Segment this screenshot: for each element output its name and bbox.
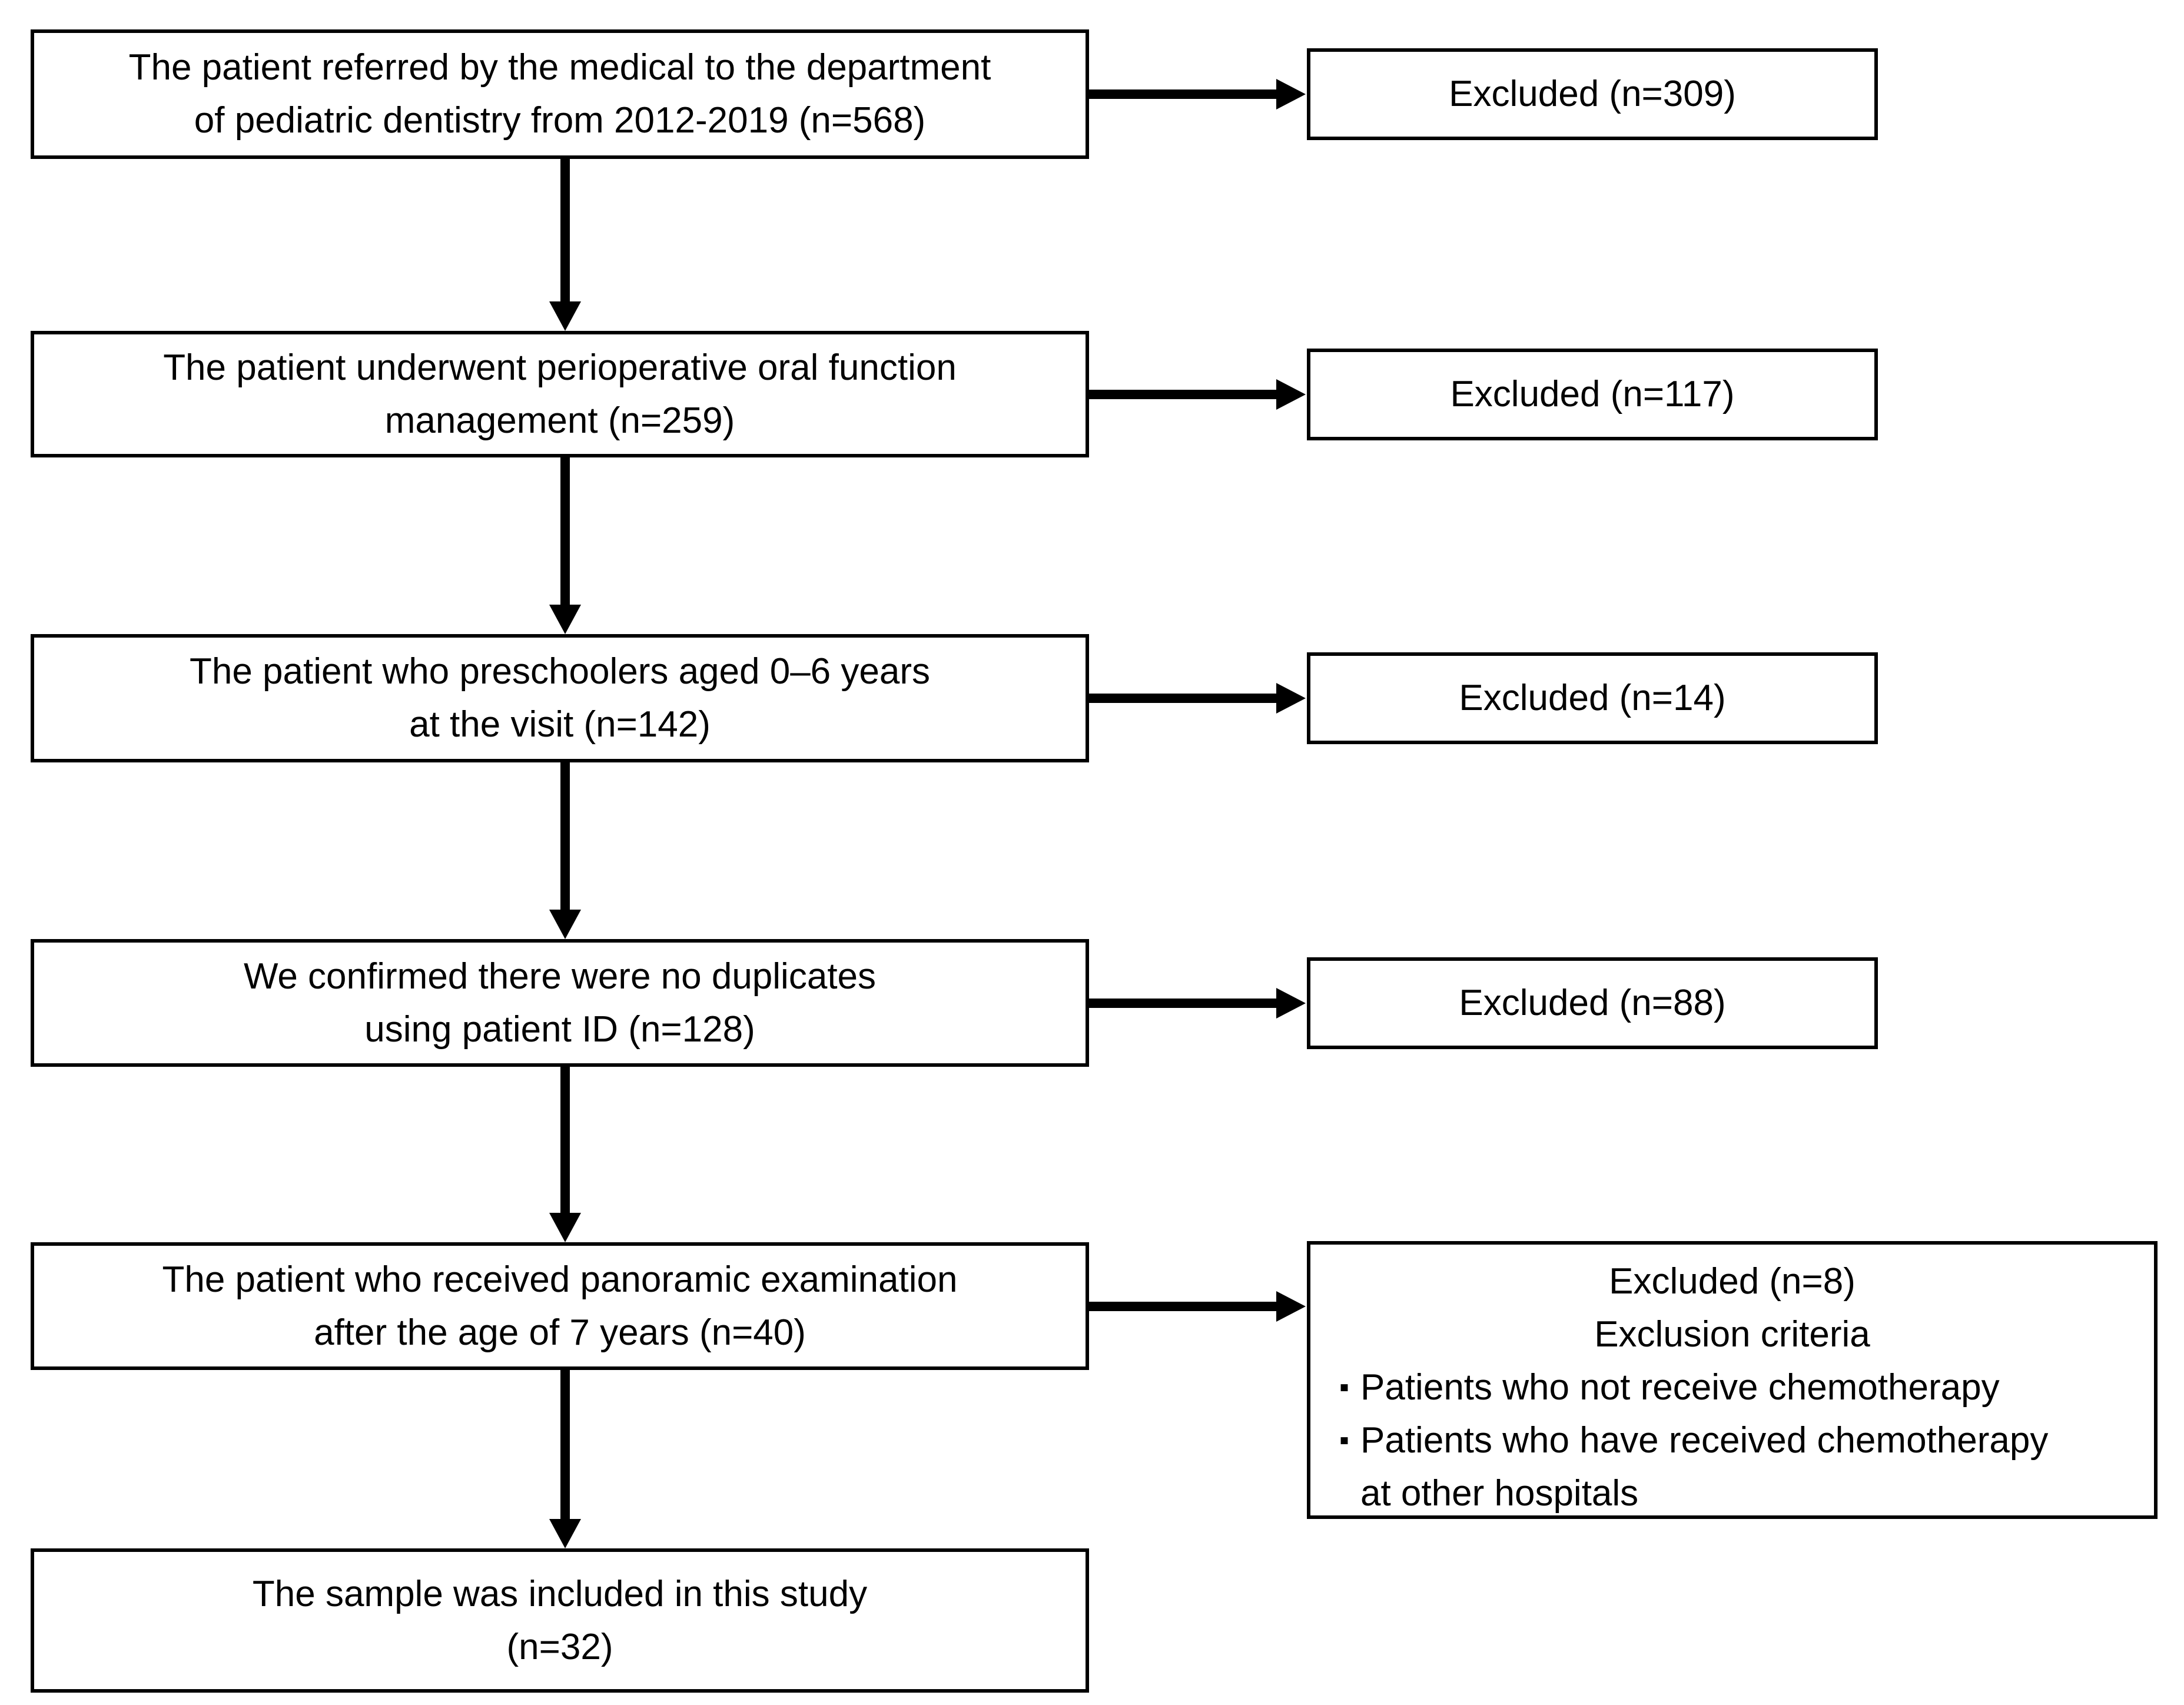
down-arrow-1 — [549, 159, 581, 331]
arrow-head-right-icon — [1276, 683, 1306, 714]
bullet-icon: ▪ — [1339, 1425, 1349, 1456]
arrow-head-right-icon — [1276, 79, 1306, 110]
box-text-line: The patient underwent perioperative oral function — [163, 347, 957, 388]
arrow-stem — [560, 1067, 570, 1213]
excluded-box-1 — [1307, 48, 1878, 140]
right-arrow-4 — [1089, 988, 1306, 1019]
excluded-box-4 — [1307, 957, 1878, 1049]
flow-box-referred — [31, 29, 1089, 159]
bullet-text: Patients who not receive chemotherapy — [1360, 1367, 2000, 1408]
flow-box-panoramic — [31, 1242, 1089, 1370]
arrow-head-down-icon — [549, 1519, 581, 1548]
bullet-text — [1360, 1414, 2136, 1520]
bullet-icon: ▪ — [1339, 1372, 1349, 1403]
excluded-label: Excluded (n=14) — [1459, 678, 1726, 718]
arrow-stem — [560, 457, 570, 605]
box-text-line: The patient referred by the medical to the department — [128, 47, 991, 88]
excluded-box-2 — [1307, 349, 1878, 440]
excluded-label: Excluded (n=88) — [1459, 983, 1726, 1023]
down-arrow-4 — [549, 1067, 581, 1242]
arrow-stem — [1089, 89, 1277, 99]
arrow-head-down-icon — [549, 605, 581, 634]
arrow-stem — [1089, 390, 1277, 399]
exclusion-bullet-2 — [1328, 1414, 2136, 1520]
arrow-head-right-icon — [1276, 1291, 1306, 1322]
excluded-label: Excluded (n=117) — [1450, 374, 1735, 414]
arrow-head-down-icon — [549, 301, 581, 331]
arrow-stem — [1089, 1302, 1277, 1311]
down-arrow-5 — [549, 1370, 581, 1548]
bullet-text-line: at other hospitals — [1360, 1473, 1639, 1514]
arrow-stem — [560, 1370, 570, 1519]
bullet-text-line: Patients who have received chemotherapy — [1360, 1420, 2049, 1461]
arrow-stem — [560, 762, 570, 910]
down-arrow-2 — [549, 457, 581, 634]
arrow-stem — [1089, 999, 1277, 1008]
box-text-line: We confirmed there were no duplicates — [243, 956, 877, 997]
exclusion-box-title: Excluded (n=8) — [1609, 1261, 1856, 1302]
arrow-head-down-icon — [549, 910, 581, 939]
exclusion-bullet-1 — [1328, 1361, 2136, 1414]
right-arrow-3 — [1089, 683, 1306, 714]
box-text-line: (n=32) — [506, 1626, 613, 1667]
box-text-line: management (n=259) — [384, 400, 735, 441]
right-arrow-1 — [1089, 79, 1306, 110]
arrow-head-right-icon — [1276, 988, 1306, 1019]
box-text-line: The patient who received panoramic examination — [162, 1259, 958, 1300]
excluded-box-3 — [1307, 652, 1878, 744]
arrow-head-down-icon — [549, 1213, 581, 1242]
flow-box-included — [31, 1548, 1089, 1693]
flow-box-perioperative — [31, 331, 1089, 457]
right-arrow-2 — [1089, 379, 1306, 410]
excluded-label: Excluded (n=309) — [1449, 74, 1736, 114]
box-text-line: using patient ID (n=128) — [364, 1009, 755, 1050]
box-text-line: The sample was included in this study — [252, 1573, 868, 1614]
box-text-line: of pediatric dentistry from 2012-2019 (n=568) — [194, 100, 926, 141]
arrow-head-right-icon — [1276, 379, 1306, 410]
flow-box-preschoolers — [31, 634, 1089, 762]
box-text-line: at the visit (n=142) — [409, 704, 711, 745]
arrow-stem — [1089, 694, 1277, 703]
box-text-line: The patient who preschoolers aged 0–6 years — [189, 651, 930, 692]
box-text-line: after the age of 7 years (n=40) — [314, 1312, 806, 1353]
right-arrow-5 — [1089, 1291, 1306, 1322]
flow-box-duplicates — [31, 939, 1089, 1067]
arrow-stem — [560, 159, 570, 301]
exclusion-box-subtitle: Exclusion criteria — [1594, 1314, 1870, 1355]
down-arrow-3 — [549, 762, 581, 939]
exclusion-criteria-box — [1307, 1241, 2158, 1519]
